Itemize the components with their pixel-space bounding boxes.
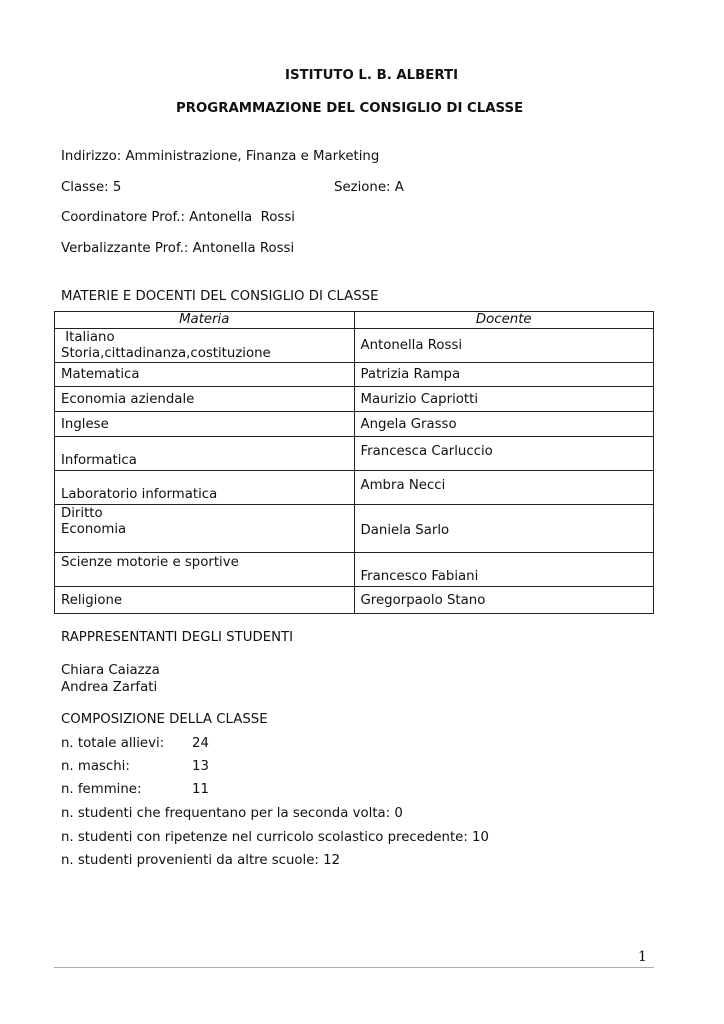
indirizzo-line: Indirizzo: Amministrazione, Finanza e Marketing [61, 149, 380, 164]
subject-cell: Religione [55, 587, 355, 614]
composition-title: COMPOSIZIONE DELLA CLASSE [61, 712, 268, 727]
teacher-cell: Gregorpaolo Stano [354, 587, 654, 614]
teacher-cell: Ambra Necci [354, 471, 654, 505]
subject-cell [55, 505, 355, 553]
table-row [55, 329, 654, 363]
table-row [55, 553, 654, 587]
repeating-students-line: n. studenti che frequentano per la seconda volta: 0 [61, 806, 403, 821]
representatives-title: RAPPRESENTANTI DEGLI STUDENTI [61, 630, 294, 645]
verbalizzante-line: Verbalizzante Prof.: Antonella Rossi [61, 241, 295, 256]
page-number: 1 [638, 949, 647, 965]
table-row [55, 363, 654, 387]
subject-cell: Informatica [55, 437, 355, 471]
female-students-value: 11 [192, 782, 209, 797]
teacher-cell: Angela Grasso [354, 412, 654, 437]
subject-cell: Matematica [55, 363, 355, 387]
teacher-cell: Francesca Carluccio [354, 437, 654, 471]
column-header-subject: Materia [55, 312, 355, 329]
total-students-label: n. totale allievi: [61, 736, 165, 751]
subject-cell: Scienze motorie e sportive [55, 553, 355, 587]
female-students-label: n. femmine: [61, 782, 142, 797]
student-representative: Andrea Zarfati [61, 680, 158, 695]
table-row [55, 587, 654, 614]
subject-cell [55, 329, 355, 363]
prior-repeaters-line: n. studenti con ripetenze nel curricolo scolastico precedente: 10 [61, 830, 489, 845]
table-row [55, 412, 654, 437]
classe-label: Classe: 5 [61, 180, 122, 195]
institute-title: ISTITUTO L. B. ALBERTI [285, 68, 459, 83]
teacher-cell: Daniela Sarlo [354, 505, 654, 553]
footer-divider [54, 967, 654, 968]
sezione-label: Sezione: A [334, 180, 404, 195]
table-row [55, 387, 654, 412]
document-heading: PROGRAMMAZIONE DEL CONSIGLIO DI CLASSE [176, 101, 524, 116]
total-students-value: 24 [192, 736, 209, 751]
subject-line: Italiano [61, 330, 115, 345]
subject-cell: Economia aziendale [55, 387, 355, 412]
subject-line: Economia [61, 522, 127, 537]
teacher-cell: Maurizio Capriotti [354, 387, 654, 412]
student-representative: Chiara Caiazza [61, 663, 160, 678]
table-row [55, 505, 654, 553]
teacher-cell: Francesco Fabiani [354, 553, 654, 587]
subject-cell: Inglese [55, 412, 355, 437]
teachers-table [54, 311, 654, 614]
teacher-cell: Patrizia Rampa [354, 363, 654, 387]
male-students-value: 13 [192, 759, 209, 774]
table-header-row [55, 312, 654, 329]
table-row [55, 471, 654, 505]
table-row [55, 437, 654, 471]
subject-cell: Laboratorio informatica [55, 471, 355, 505]
teacher-cell: Antonella Rossi [354, 329, 654, 363]
subject-line: Diritto [61, 506, 103, 521]
transfer-students-line: n. studenti provenienti da altre scuole: 12 [61, 853, 341, 868]
coordinatore-line: Coordinatore Prof.: Antonella Rossi [61, 210, 295, 225]
teachers-section-title: MATERIE E DOCENTI DEL CONSIGLIO DI CLASSE [61, 289, 379, 304]
male-students-label: n. maschi: [61, 759, 130, 774]
subject-line: Storia,cittadinanza,costituzione [61, 346, 271, 361]
column-header-teacher: Docente [354, 312, 654, 329]
